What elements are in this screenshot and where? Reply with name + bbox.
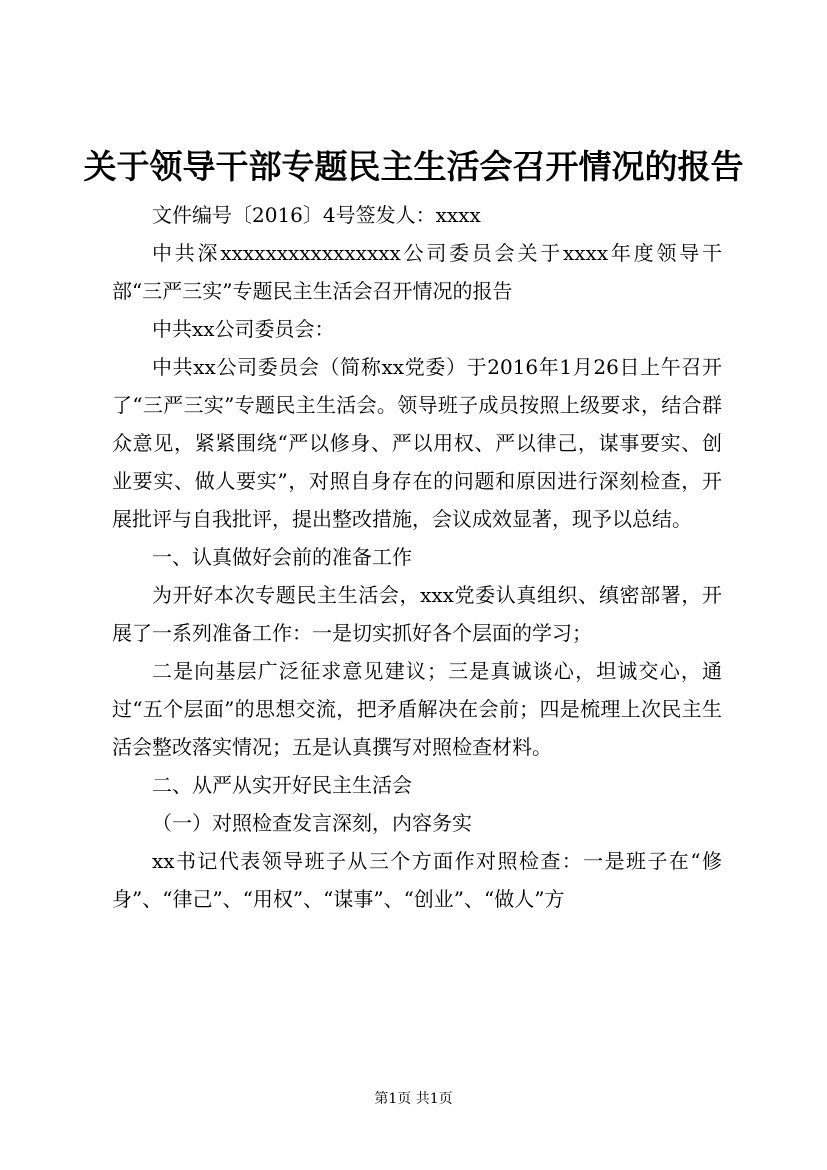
subsection-heading-1: （一）对照检查发言深刻，内容务实 xyxy=(152,811,472,835)
section-heading-2: 二、从严从实开好民主生活会 xyxy=(152,773,412,797)
document-body xyxy=(112,196,722,918)
section-heading-1: 一、认真做好会前的准备工作 xyxy=(152,545,412,569)
document-title: 关于领导干部专题民主生活会召开情况的报告 xyxy=(83,147,744,186)
paragraph-intro: 中共xx公司委员会（简称xx党委）于2016年1月26日上午召开了“三严三实”专题民主生活会。领导班子成员按照上级要求，结合群众意见，紧紧围绕“严以修身、严以用权、严以律己，谋事要实、创业要实、做人要实”，对照自身存在的问题和原因进行深刻检查，开展批评与自我批评，提出整改措施，会议成效显著，现予以总结。 xyxy=(112,355,722,531)
paragraph-preparation: 为开好本次专题民主生活会，xxx党委认真组织、缜密部署，开展了一系列准备工作：一是切实抓好各个层面的学习； xyxy=(112,583,722,645)
paragraph-preparation-continued: 二是向基层广泛征求意见建议；三是真诚谈心，坦诚交心，通过“五个层面”的思想交流，把矛盾解决在会前；四是梳理上次民主生活会整改落实情况；五是认真撰写对照检查材料。 xyxy=(112,659,722,759)
paragraph-file-number: 文件编号〔2016〕4号签发人：xxxx xyxy=(152,203,481,227)
paragraph-self-examination: xx书记代表领导班子从三个方面作对照检查：一是班子在“修身”、“律己”、“用权”、“谋事”、“创业”、“做人”方 xyxy=(112,849,722,911)
paragraph-report-heading: 中共深xxxxxxxxxxxxxxxx公司委员会关于xxxx年度领导干部“三严三实”专题民主生活会召开情况的报告 xyxy=(112,241,722,303)
paragraph-addressee: 中共xx公司委员会： xyxy=(152,317,335,341)
page-footer: 第1页 共1页 xyxy=(374,1091,453,1107)
